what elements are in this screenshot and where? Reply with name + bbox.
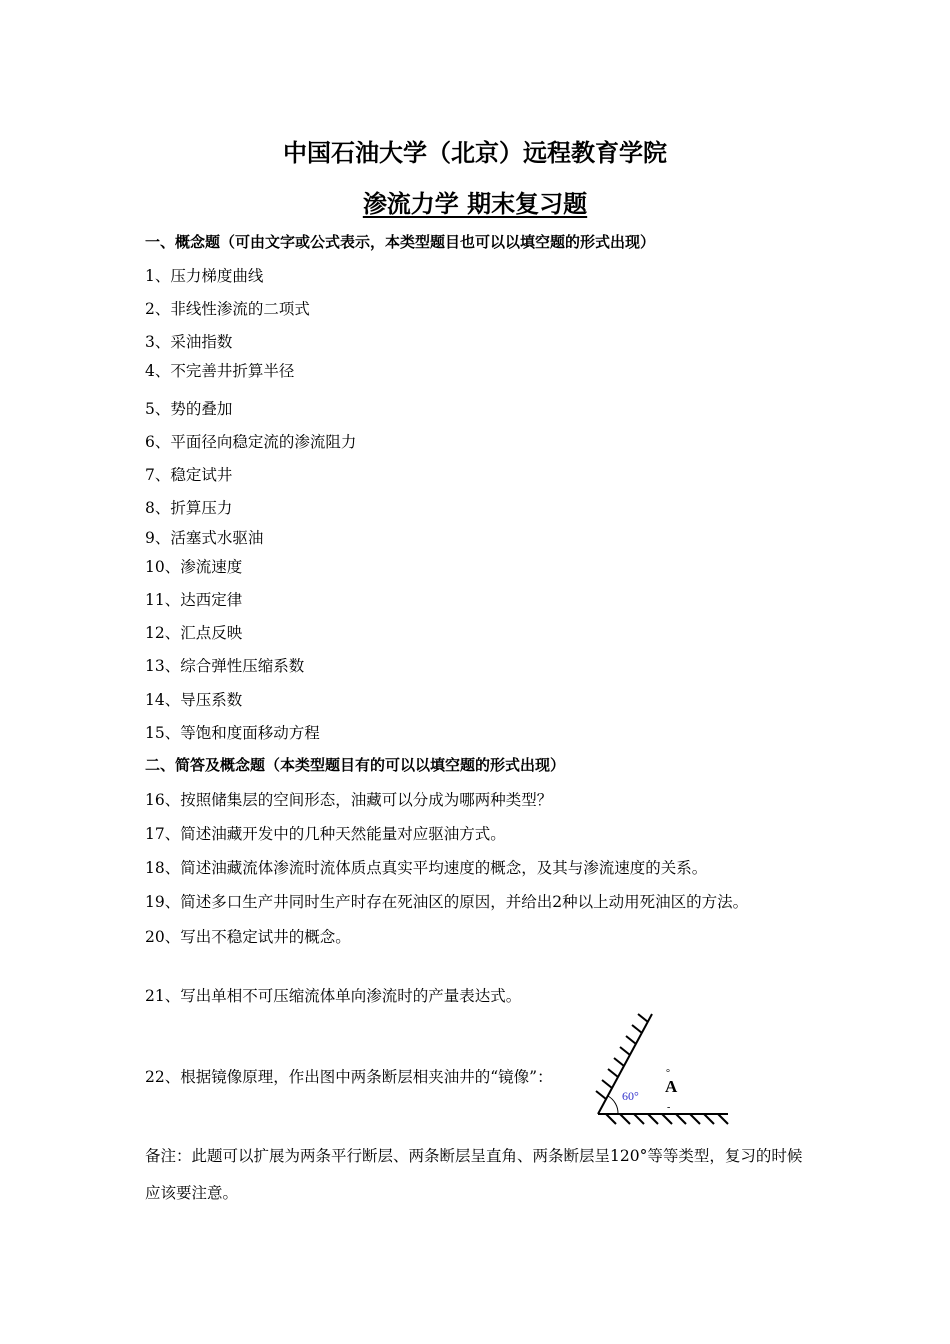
concept-item: 1、压力梯度曲线 [145, 267, 264, 285]
concept-item: 2、非线性渗流的二项式 [145, 300, 310, 318]
question-item: 16、按照储集层的空间形态，油藏可以分成为哪两种类型？ [145, 791, 553, 809]
well-label-a: A [665, 1077, 678, 1096]
document-title: 中国石油大学（北京）远程教育学院 [283, 138, 667, 167]
fault-diagram [592, 1010, 732, 1130]
concept-item: 7、稳定试井 [145, 466, 233, 484]
concept-item: 11、达西定律 [145, 591, 243, 609]
horizontal-fault [598, 1114, 728, 1124]
concept-item: 15、等饱和度面移动方程 [145, 724, 320, 742]
concept-item: 8、折算压力 [145, 499, 233, 517]
concept-item: 9、活塞式水驱油 [145, 529, 264, 547]
concept-item: 3、采油指数 [145, 333, 233, 351]
question-item: 22、根据镜像原理，作出图中两条断层相夹油井的“镜像”： [145, 1068, 553, 1086]
well-dot: ° [666, 1068, 670, 1079]
concept-item: 12、汇点反映 [145, 624, 243, 642]
angle-arc [608, 1096, 618, 1114]
concept-item: 5、势的叠加 [145, 400, 233, 418]
question-item: 21、写出单相不可压缩流体单向渗流时的产量表达式。 [145, 987, 522, 1005]
concept-item: 14、导压系数 [145, 691, 243, 709]
question-item: 17、简述油藏开发中的几种天然能量对应驱油方式。 [145, 825, 506, 843]
well-dash: - [667, 1102, 671, 1113]
section-heading-short-answer: 二、简答及概念题（本类型题目有的可以以填空题的形式出现） [145, 756, 566, 774]
angle-label: 60° [622, 1089, 639, 1103]
concept-item: 13、综合弹性压缩系数 [145, 657, 305, 675]
question-item: 18、简述油藏流体渗流时流体质点真实平均速度的概念，及其与渗流速度的关系。 [145, 859, 708, 877]
remark-note: 备注：此题可以扩展为两条平行断层、两条断层呈直角、两条断层呈120°等等类型，复习的时候应该要注意。 [145, 1147, 803, 1202]
concept-item: 4、不完善井折算半径 [145, 362, 295, 380]
document-subtitle: 渗流力学 期末复习题 [362, 189, 588, 218]
concept-item: 10、渗流速度 [145, 558, 243, 576]
question-item: 20、写出不稳定试井的概念。 [145, 928, 351, 946]
concept-item: 6、平面径向稳定流的渗流阻力 [145, 433, 357, 451]
section-heading-concepts: 一、概念题（可由文字或公式表示，本类型题目也可以以填空题的形式出现） [145, 233, 656, 251]
question-item: 19、简述多口生产井同时生产时存在死油区的原因，并给出2种以上动用死油区的方法。 [145, 893, 749, 911]
